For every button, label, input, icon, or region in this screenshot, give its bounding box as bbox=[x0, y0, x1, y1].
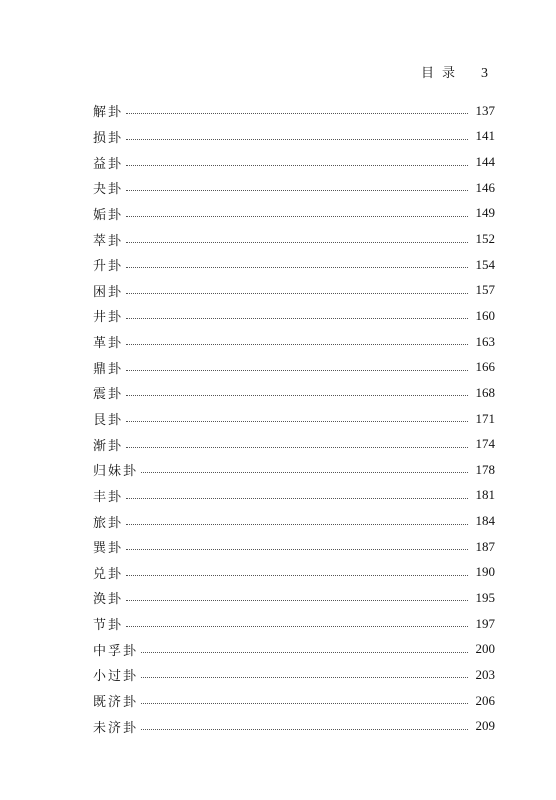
toc-entry[interactable] bbox=[93, 585, 495, 611]
table-of-contents bbox=[93, 98, 495, 739]
toc-entry[interactable] bbox=[93, 713, 495, 739]
toc-entry[interactable] bbox=[93, 431, 495, 457]
toc-entry-title: 姤卦 bbox=[93, 207, 124, 223]
toc-entry-title: 中孚卦 bbox=[93, 643, 139, 659]
dot-leader bbox=[126, 421, 468, 422]
toc-entry-title: 巽卦 bbox=[93, 541, 124, 557]
dot-leader bbox=[126, 293, 468, 294]
toc-entry[interactable] bbox=[93, 406, 495, 432]
dot-leader bbox=[126, 524, 468, 525]
dot-leader bbox=[126, 267, 468, 268]
dot-leader bbox=[126, 395, 468, 396]
toc-entry-title: 节卦 bbox=[93, 618, 124, 634]
toc-entry-page: 146 bbox=[475, 179, 495, 195]
toc-entry[interactable] bbox=[93, 560, 495, 586]
toc-entry-page: 209 bbox=[475, 718, 495, 734]
toc-entry-title: 兑卦 bbox=[93, 566, 124, 582]
toc-entry[interactable] bbox=[93, 329, 495, 355]
toc-entry-page: 154 bbox=[475, 256, 495, 272]
toc-entry-page: 152 bbox=[475, 231, 495, 247]
dot-leader bbox=[126, 318, 468, 319]
toc-entry-title: 震卦 bbox=[93, 387, 124, 403]
dot-leader bbox=[126, 575, 468, 576]
toc-entry-title: 渐卦 bbox=[93, 438, 124, 454]
toc-entry-page: 149 bbox=[475, 205, 495, 221]
dot-leader bbox=[141, 703, 468, 704]
toc-entry-title: 夬卦 bbox=[93, 182, 124, 198]
toc-entry-page: 168 bbox=[475, 384, 495, 400]
toc-entry[interactable] bbox=[93, 226, 495, 252]
toc-entry-page: 163 bbox=[475, 333, 495, 349]
dot-leader bbox=[141, 677, 468, 678]
toc-entry-page: 203 bbox=[475, 666, 495, 682]
toc-entry[interactable] bbox=[93, 201, 495, 227]
toc-entry-page: 197 bbox=[475, 615, 495, 631]
dot-leader bbox=[126, 139, 468, 140]
toc-entry-title: 革卦 bbox=[93, 336, 124, 352]
toc-entry-title: 解卦 bbox=[93, 105, 124, 121]
toc-entry[interactable] bbox=[93, 611, 495, 637]
dot-leader bbox=[126, 190, 468, 191]
toc-entry-title: 困卦 bbox=[93, 284, 124, 300]
dot-leader bbox=[126, 242, 468, 243]
toc-entry[interactable] bbox=[93, 277, 495, 303]
toc-entry-title: 艮卦 bbox=[93, 413, 124, 428]
toc-entry-title: 鼎卦 bbox=[93, 361, 124, 377]
toc-entry-title: 升卦 bbox=[93, 259, 124, 275]
toc-entry-page: 206 bbox=[475, 692, 495, 708]
dot-leader bbox=[141, 652, 468, 653]
toc-entry[interactable] bbox=[93, 303, 495, 329]
toc-entry-title: 益卦 bbox=[93, 156, 124, 172]
toc-entry-title: 萃卦 bbox=[93, 233, 124, 249]
toc-entry[interactable] bbox=[93, 98, 495, 124]
toc-entry[interactable] bbox=[93, 380, 495, 406]
toc-entry-page: 144 bbox=[475, 154, 495, 170]
toc-entry[interactable] bbox=[93, 354, 495, 380]
dot-leader bbox=[126, 370, 468, 371]
toc-entry-page: 187 bbox=[475, 538, 495, 554]
toc-entry-page: 171 bbox=[475, 410, 495, 426]
toc-entry-page: 200 bbox=[475, 641, 495, 657]
toc-entry-title: 旅卦 bbox=[93, 515, 124, 531]
toc-entry-page: 190 bbox=[475, 564, 495, 580]
toc-entry-page: 141 bbox=[475, 128, 495, 144]
dot-leader bbox=[126, 447, 468, 448]
toc-entry[interactable] bbox=[93, 457, 495, 483]
running-header bbox=[421, 62, 488, 82]
dot-leader bbox=[126, 216, 468, 217]
toc-entry-page: 166 bbox=[475, 359, 495, 375]
toc-entry-title: 损卦 bbox=[93, 130, 124, 146]
toc-entry[interactable] bbox=[93, 124, 495, 150]
toc-entry-page: 181 bbox=[475, 487, 495, 503]
toc-entry-title: 井卦 bbox=[93, 310, 124, 326]
toc-entry-page: 178 bbox=[475, 461, 495, 477]
toc-entry[interactable] bbox=[93, 149, 495, 175]
dot-leader bbox=[141, 729, 468, 730]
dot-leader bbox=[126, 626, 468, 627]
toc-entry[interactable] bbox=[93, 483, 495, 509]
dot-leader bbox=[126, 344, 468, 345]
section-title: 目录 bbox=[420, 66, 463, 81]
dot-leader bbox=[126, 600, 468, 601]
toc-entry-title: 归妹卦 bbox=[93, 464, 139, 480]
toc-entry-title: 未济卦 bbox=[93, 720, 139, 736]
dot-leader bbox=[126, 165, 468, 166]
dot-leader bbox=[126, 113, 468, 114]
toc-entry[interactable] bbox=[93, 688, 495, 714]
toc-entry-page: 195 bbox=[475, 589, 495, 605]
toc-entry-page: 184 bbox=[475, 513, 495, 529]
toc-entry-page: 174 bbox=[475, 436, 495, 452]
toc-entry-title: 既济卦 bbox=[93, 695, 139, 711]
toc-entry-title: 涣卦 bbox=[93, 592, 124, 608]
toc-entry[interactable] bbox=[93, 175, 495, 201]
toc-entry[interactable] bbox=[93, 534, 495, 560]
dot-leader bbox=[141, 472, 468, 473]
toc-entry[interactable] bbox=[93, 662, 495, 688]
dot-leader bbox=[126, 498, 468, 499]
toc-entry-page: 137 bbox=[475, 102, 495, 118]
toc-entry-page: 160 bbox=[475, 307, 495, 323]
toc-entry[interactable] bbox=[93, 252, 495, 278]
page-number: 3 bbox=[481, 66, 488, 81]
toc-entry-page: 157 bbox=[475, 282, 495, 298]
toc-entry[interactable] bbox=[93, 508, 495, 534]
toc-entry-title: 小过卦 bbox=[93, 669, 139, 685]
toc-entry-title: 丰卦 bbox=[93, 489, 124, 505]
dot-leader bbox=[126, 549, 468, 550]
toc-entry[interactable] bbox=[93, 636, 495, 662]
